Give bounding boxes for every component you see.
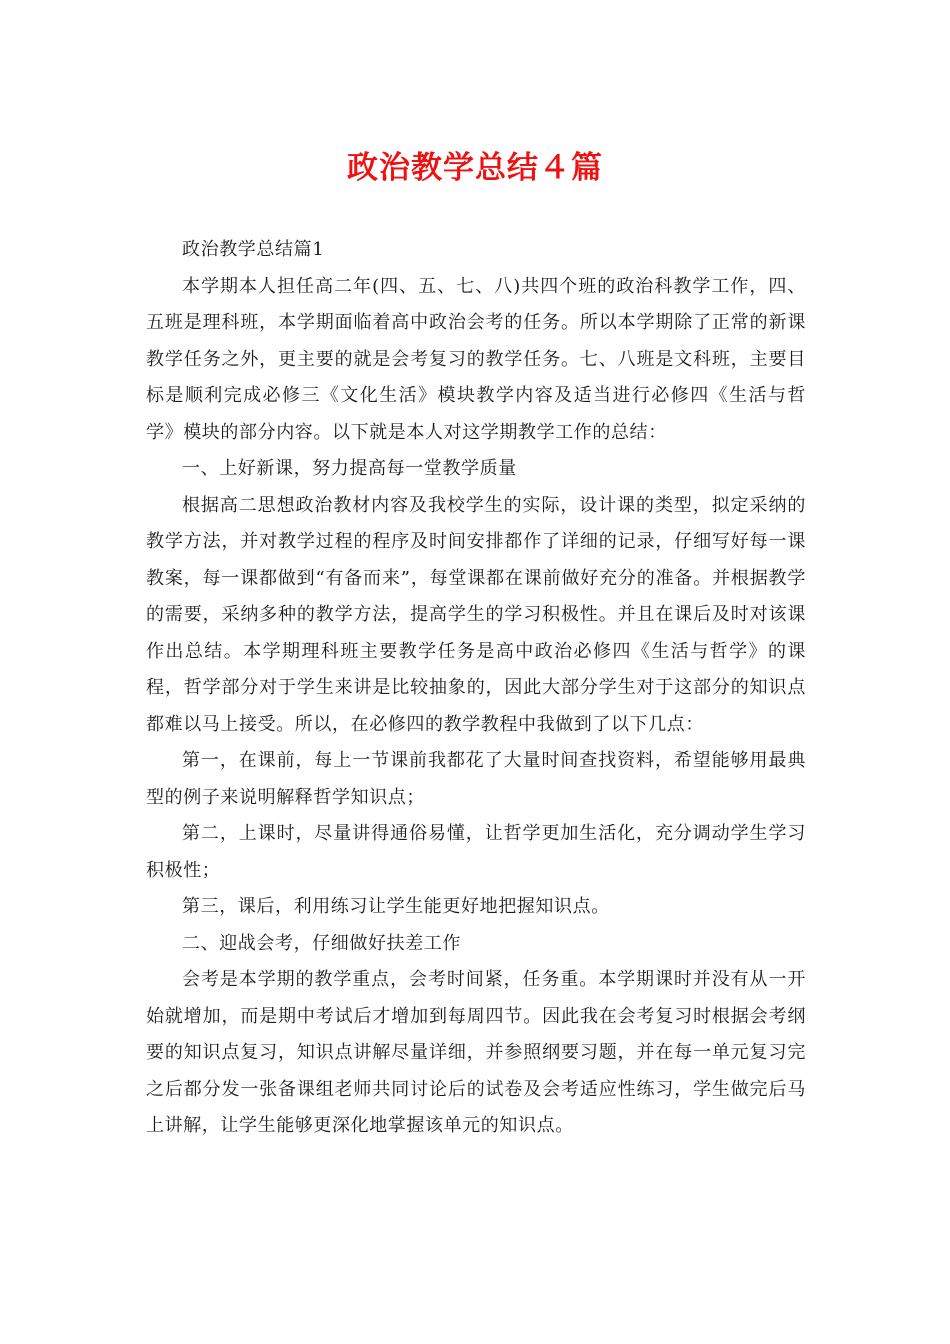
document-title: 政治教学总结４篇 — [347, 150, 603, 186]
section-title: 政治教学总结篇1 — [182, 239, 325, 260]
paragraph-exam: 会考是本学期的教学重点，会考时间紧，任务重。本学期课时并没有从一开始就增加，而是期中考试后才增加到每周四节。因此我在会考复习时根据会考纲要的知识点复习，知识点讲解尽量详细，并参照纲要习题，并在每一单元复习完之后都分发一张备课组老师共同讨论后的试卷及会考适应性练习，学生做完后马上讲解，让学生能够更深化地掌握该单元的知识点。 — [146, 969, 806, 1136]
heading-one: 一、上好新课，努力提高每一堂教学质量 — [182, 458, 517, 479]
paragraph-intro: 本学期本人担任高二年(四、五、七、八)共四个班的政治科教学工作，四、五班是理科班，本学期面临着高中政治会考的任务。所以本学期除了正常的新课教学任务之外，更主要的就是会考复习的教学任务。七、八班是文科班，主要目标是顺利完成必修三《文化生活》模块教学内容及适当进行必修四《生活与哲学》模块的部分内容。以下就是本人对这学期教学工作的总结： — [146, 275, 806, 443]
paragraph-point-one: 第一，在课前，每上一节课前我都花了大量时间查找资料，希望能够用最典型的例子来说明解释哲学知识点； — [146, 750, 806, 808]
document-body — [146, 232, 806, 1145]
heading-two: 二、迎战会考，仔细做好扶差工作 — [182, 932, 461, 954]
paragraph-point-two: 第二，上课时，尽量讲得通俗易懂，让哲学更加生活化，充分调动学生学习积极性； — [146, 823, 806, 881]
paragraph-point-three: 第三，课后，利用练习让学生能更好地把握知识点。 — [182, 896, 610, 917]
paragraph-teaching: 根据高二思想政治教材内容及我校学生的实际，设计课的类型，拟定采纳的教学方法，并对教学过程的程序及时间安排都作了详细的记录，仔细写好每一课教案，每一课都做到“有备而来”，每堂课都在课前做好充分的准备。并根据教学的需要，采纳多种的教学方法，提高学生的学习积极性。并且在课后及时对该课作出总结。本学期理科班主要教学任务是高中政治必修四《生活与哲学》的课程，哲学部分对于学生来讲是比较抽象的，因此大部分学生对于这部分的知识点都难以马上接受。所以，在必修四的教学教程中我做到了以下几点： — [146, 494, 806, 735]
